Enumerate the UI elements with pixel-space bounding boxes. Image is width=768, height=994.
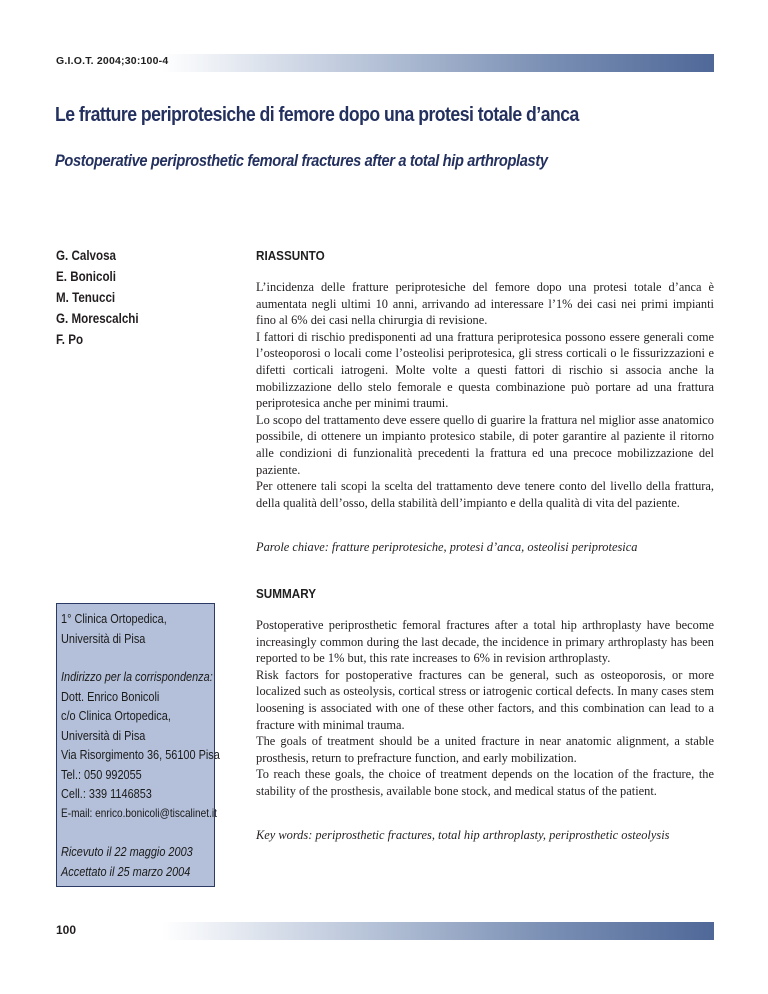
email-link[interactable]: E-mail: enrico.bonicoli@tiscalinet.it [61, 805, 217, 820]
keywords-english: Key words: periprosthetic fractures, total hip arthroplasty, periprosthetic osteolysis [256, 828, 670, 842]
institution-line: 1° Clinica Ortopedica, [61, 611, 167, 626]
author: G. Morescalchi [56, 311, 139, 326]
correspondence-label: Indirizzo per la corrispondenza: [61, 669, 213, 684]
paragraph: To reach these goals, the choice of treatment depends on the location of the fracture, the stability of the prosthesis, available bone stock, and medical status of the patient. [256, 767, 714, 798]
header-band [162, 54, 714, 72]
address-line: Tel.: 050 992055 [61, 766, 142, 782]
author: M. Tenucci [56, 290, 116, 305]
riassunto-heading: RIASSUNTO [256, 248, 325, 263]
author-list [56, 245, 139, 350]
keywords-italian: Parole chiave: fratture periprotesiche, protesi d’anca, osteolisi periprotesica [256, 540, 638, 554]
author: F. Po [56, 332, 84, 347]
paragraph: Risk factors for postoperative fractures can be general, such as osteoporosis, or more localized such as osteolysis, cortical stress or iatrogenic cortical defects. In many cases stem loosening is associated with one of these other factors, and this combination can lead to a fracture with minimal trauma. [256, 667, 714, 732]
address-line: Cell.: 339 1146853 [61, 786, 152, 801]
footer-band [162, 922, 714, 940]
affiliation-box [56, 603, 220, 887]
title-english: Postoperative periprosthetic femoral fractures after a total hip arthroplasty [55, 151, 548, 170]
institution-line: Università di Pisa [61, 630, 146, 646]
address-line: Via Risorgimento 36, 56100 Pisa [61, 747, 220, 762]
paragraph: I fattori di rischio predisponenti ad una frattura periprotesica possono essere generali come l’osteoporosi o locali come l’osteolisi periprotesica, gli stress corticali o le fissurizzazioni e difetti corticali iatrogeni. Molte volte a questi fattori di rischio si associa anche la mobilizzazione dello stelo femorale e questa combinazione può portare ad una frattura periprotesica anche per minimi traumi. [256, 329, 714, 411]
summary-body [256, 617, 714, 800]
accepted-date: Accettato il 25 marzo 2004 [61, 863, 191, 879]
paragraph: Postoperative periprosthetic femoral fractures after a total hip arthroplasty have become increasingly common during the last decade, the incidence in primary arthroplasty has been reported to be 1% but, this rate increases to 6% in revision arthroplasty. [256, 618, 714, 666]
journal-reference: G.I.O.T. 2004;30:100-4 [56, 55, 169, 67]
received-date: Ricevuto il 22 maggio 2003 [61, 844, 193, 859]
author: E. Bonicoli [56, 269, 116, 284]
address-line: Università di Pisa [61, 727, 146, 743]
paragraph: L’incidenza delle fratture periprotesiche del femore dopo una protesi totale d’anca è aumentata negli ultimi 10 anni, arrivando ad interessare l’1% dei casi nei primi impianti fino al 6% dei casi nella chirurgia di revisione. [256, 280, 714, 328]
paragraph: Lo scopo del trattamento deve essere quello di guarire la frattura nel miglior asse anatomico possibile, di ottenere un impianto protesico stabile, di poter garantire al paziente il ritorno alle condizioni di funzionalità precedenti la frattura ed una precoce mobilizzazione del paziente. [256, 412, 714, 477]
page-number: 100 [56, 923, 77, 937]
paragraph: Per ottenere tali scopi la scelta del trattamento deve tenere conto del livello della frattura, della qualità dell’osso, della stabilità dell’impianto e della qualità di vita del paziente. [256, 479, 714, 510]
author: G. Calvosa [56, 248, 117, 263]
riassunto-body [256, 279, 714, 511]
paragraph: The goals of treatment should be a united fracture in near anatomic alignment, a stable prosthesis, return to prefracture function, and early mobilization. [256, 734, 714, 765]
title-italian: Le fratture periprotesiche di femore dopo una protesi totale d’anca [55, 103, 579, 126]
address-line: Dott. Enrico Bonicoli [61, 688, 160, 704]
summary-heading: SUMMARY [256, 586, 317, 601]
address-line: c/o Clinica Ortopedica, [61, 708, 171, 723]
